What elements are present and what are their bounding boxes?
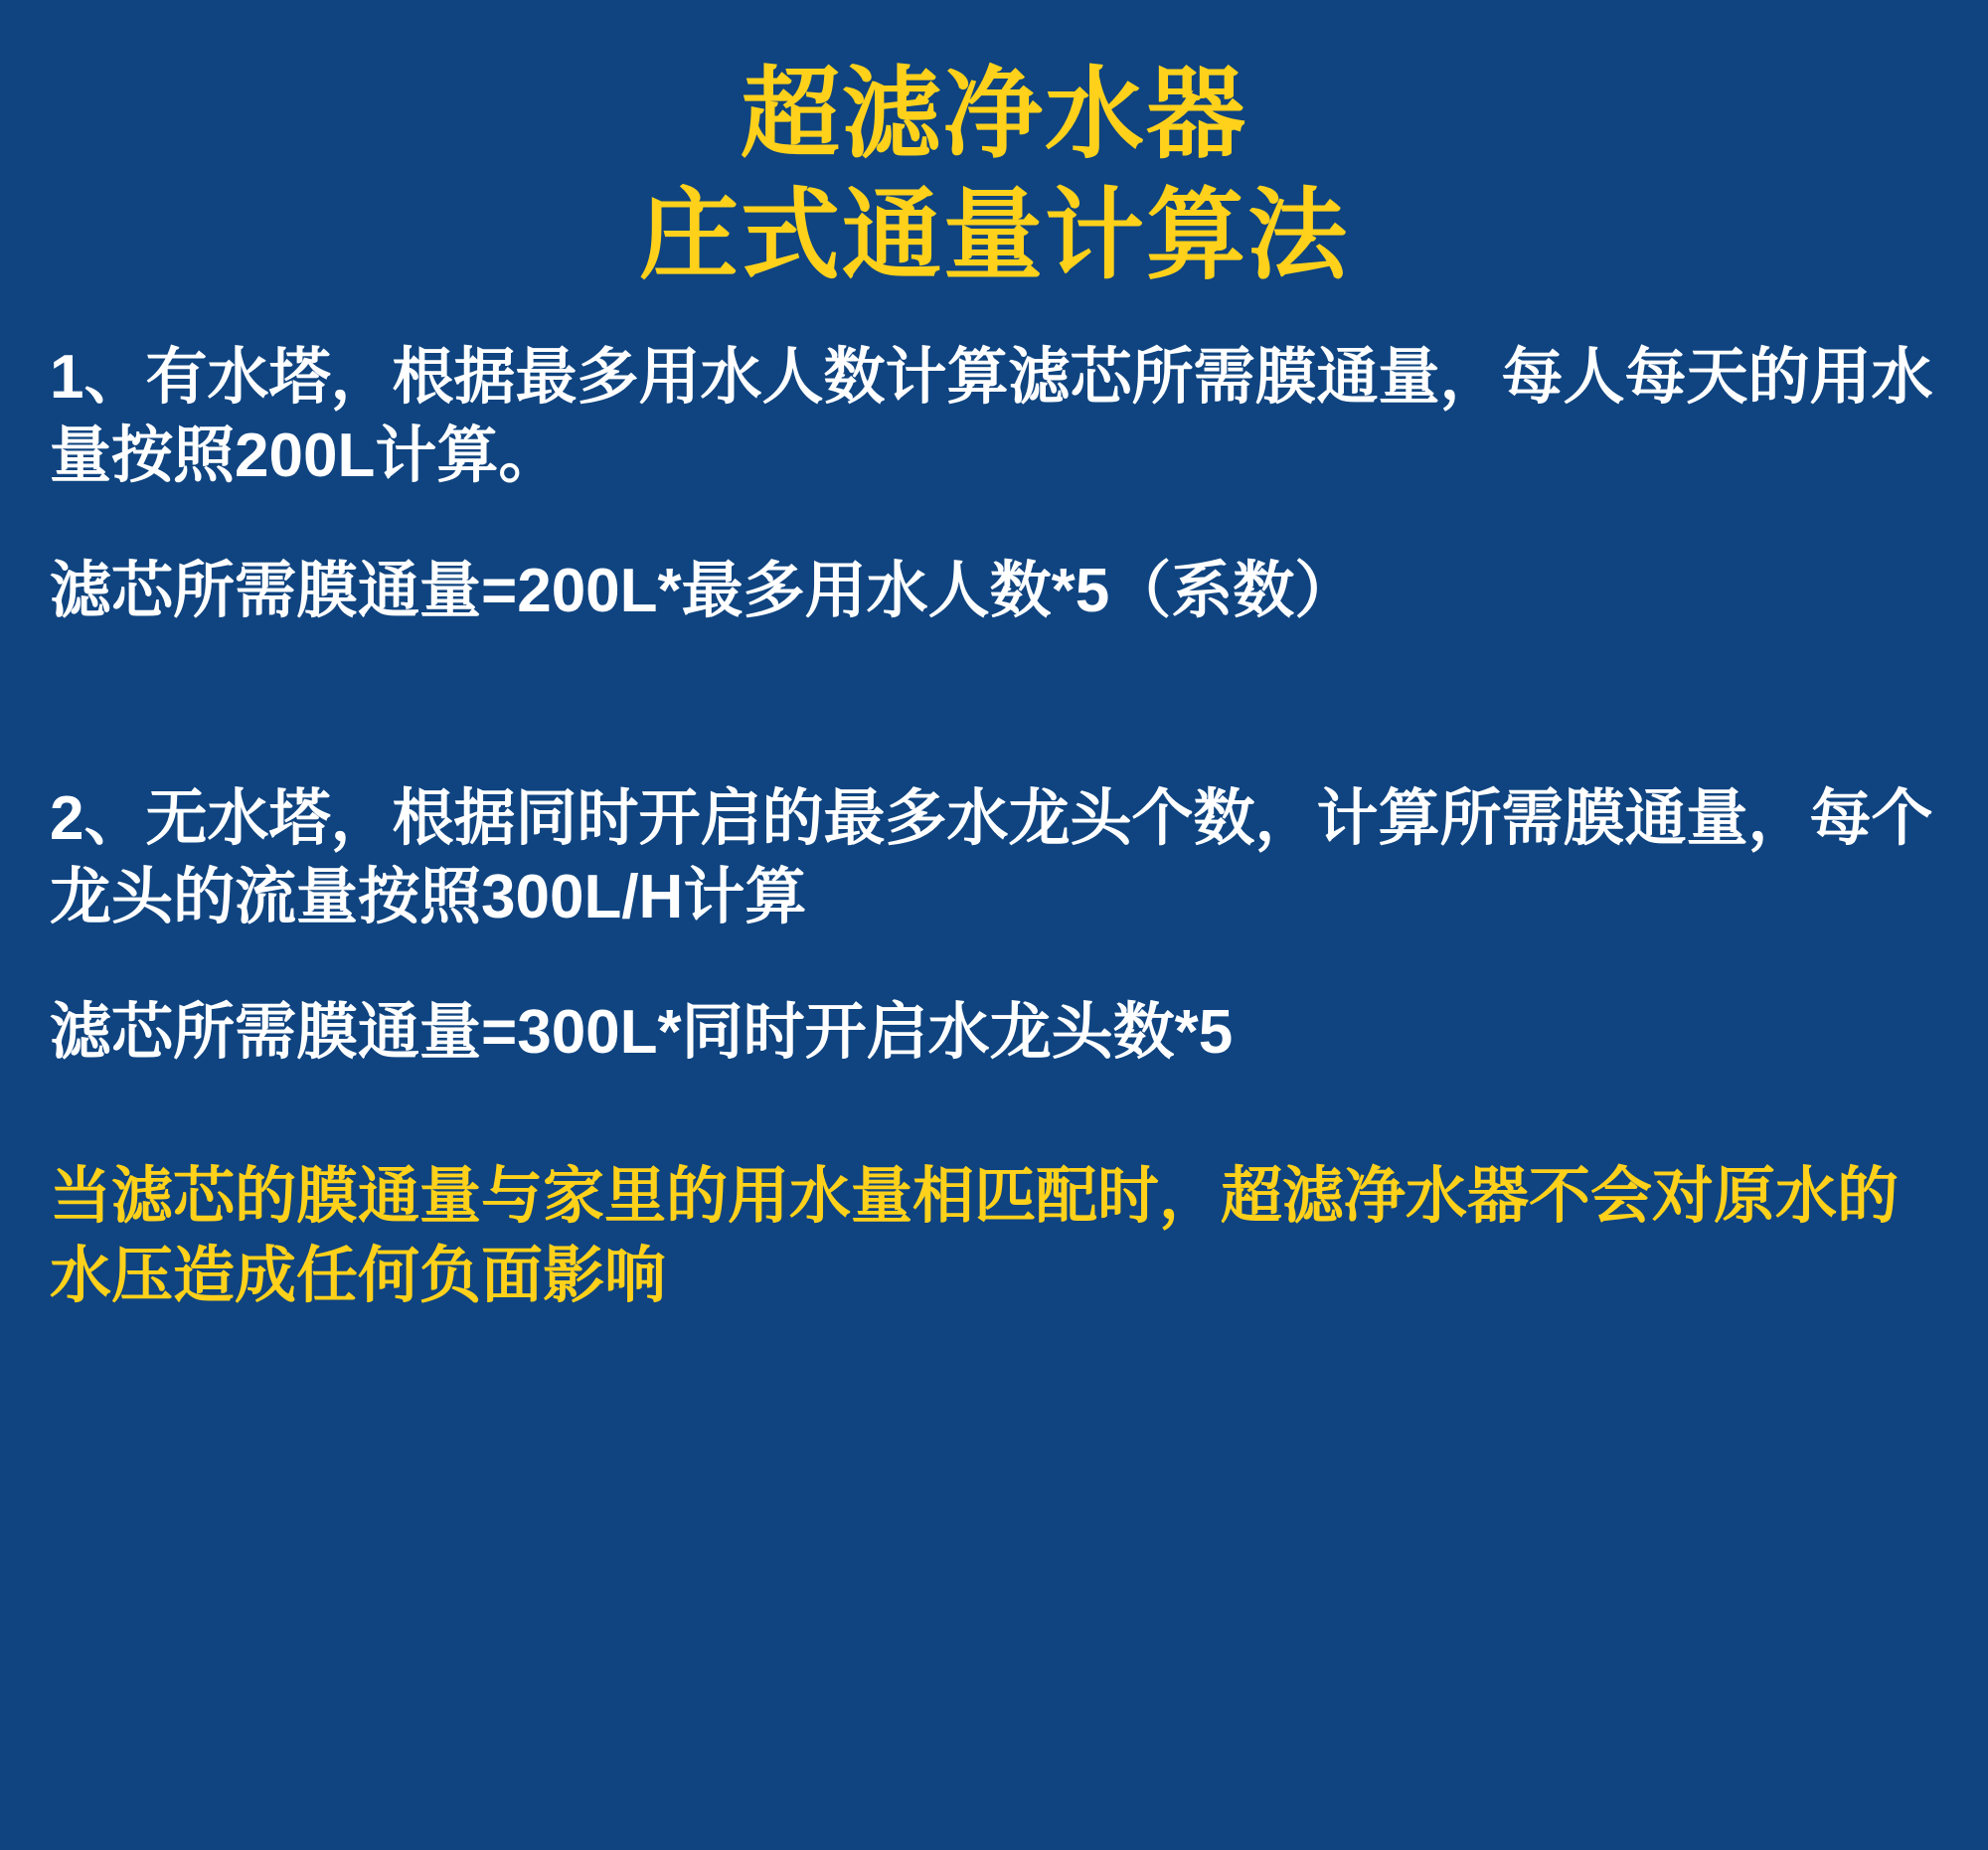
section-1-formula: 滤芯所需膜通量=200L*最多用水人数*5（系数） bbox=[50, 556, 1357, 625]
poster-body bbox=[44, 338, 1944, 1315]
title-line-2: 庄式通量计算法 bbox=[639, 180, 1349, 291]
spacer bbox=[50, 937, 1938, 993]
section-2-text: 2、无水塔，根据同时开启的最多水龙头个数，计算所需膜通量，每个龙头的流量按照300L/H计算 bbox=[50, 784, 1933, 932]
spacer bbox=[50, 630, 1938, 779]
title-line-1: 超滤净水器 bbox=[741, 59, 1247, 170]
poster-title bbox=[44, 54, 1944, 296]
conclusion-text: 当滤芯的膜通量与家里的用水量相匹配时，超滤净水器不会对原水的水压造成任何负面影响 bbox=[50, 1162, 1900, 1310]
section-2-formula: 滤芯所需膜通量=300L*同时开启水龙头数*5 bbox=[50, 997, 1234, 1067]
spacer bbox=[50, 496, 1938, 552]
section-1-text: 1、有水塔，根据最多用水人数计算滤芯所需膜通量，每人每天的用水量按照200L计算。 bbox=[50, 343, 1933, 491]
spacer bbox=[50, 1072, 1938, 1157]
